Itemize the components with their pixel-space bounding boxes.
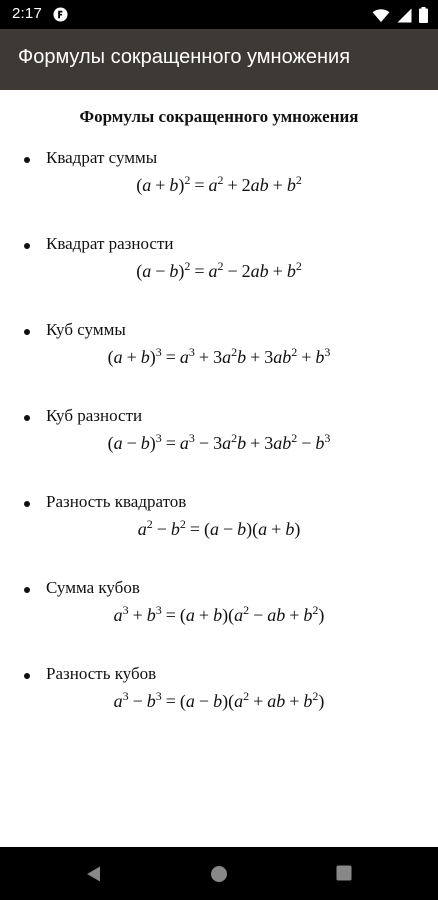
formula-cube-of-sum: $(a + b)^3 = a^3 + 3a^2b + 3ab^2 + b^3$ (107, 345, 331, 367)
formula-sum-of-cubes: $a^3 + b^3 = (a + b)(a^2$ − ab + $b^2$) (113, 603, 325, 625)
status-bar (0, 0, 438, 29)
formula-square-of-difference: $(a - b)^2 = a^2 - 2ab + b^2$ (136, 259, 302, 281)
battery-icon (419, 7, 428, 23)
formula-item-square-of-difference (0, 234, 438, 314)
bullet (24, 329, 30, 335)
formula-label: Куб суммы (46, 320, 126, 339)
formula-item-cube-of-sum (0, 320, 438, 400)
status-icons (372, 5, 428, 25)
back-icon[interactable] (85, 865, 101, 883)
formula-difference-of-cubes: $a^3 - b^3 = (a - b)(a^2$ + ab + $b^2$) (113, 689, 325, 711)
wifi-icon (372, 8, 390, 23)
formula-item-square-of-sum (0, 148, 438, 228)
app-bar (0, 29, 438, 90)
formula-label: Разность квадратов (46, 492, 187, 511)
status-time: 2:17 (12, 5, 42, 22)
app-bar-title: Формулы сокращенного умножения (18, 46, 351, 68)
app-notification-icon (53, 7, 68, 22)
formula-square-of-sum: $(a + b)^2 = a^2 + 2ab + b^2$ (136, 173, 302, 195)
formula-label: Сумма кубов (46, 578, 140, 597)
formula-cube-of-difference: $(a - b)^3 = a^3 - 3a^2b + 3ab^2 - b^3$ (107, 431, 331, 453)
formula-item-difference-of-squares (0, 492, 438, 572)
bullet (24, 673, 30, 679)
formula-label: Квадрат разности (46, 234, 174, 253)
formula-item-cube-of-difference (0, 406, 438, 486)
formula-label: Квадрат суммы (46, 148, 158, 167)
recents-icon[interactable] (336, 865, 352, 881)
content-area[interactable] (0, 90, 438, 847)
formula-label: Разность кубов (46, 664, 157, 683)
bullet (24, 157, 30, 163)
cellular-signal-icon (397, 8, 412, 23)
home-icon[interactable] (210, 865, 228, 883)
bullet (24, 501, 30, 507)
formula-item-difference-of-cubes (0, 664, 438, 744)
formula-difference-of-squares: $a^2 - b^2 = (a - b)(a + b)$ (137, 517, 301, 539)
formula-label: Куб разности (46, 406, 143, 425)
bullet (24, 415, 30, 421)
formula-item-sum-of-cubes (0, 578, 438, 658)
bullet (24, 243, 30, 249)
bullet (24, 587, 30, 593)
navigation-bar (0, 847, 438, 900)
page-heading: Формулы сокращенного умножения (79, 107, 359, 126)
